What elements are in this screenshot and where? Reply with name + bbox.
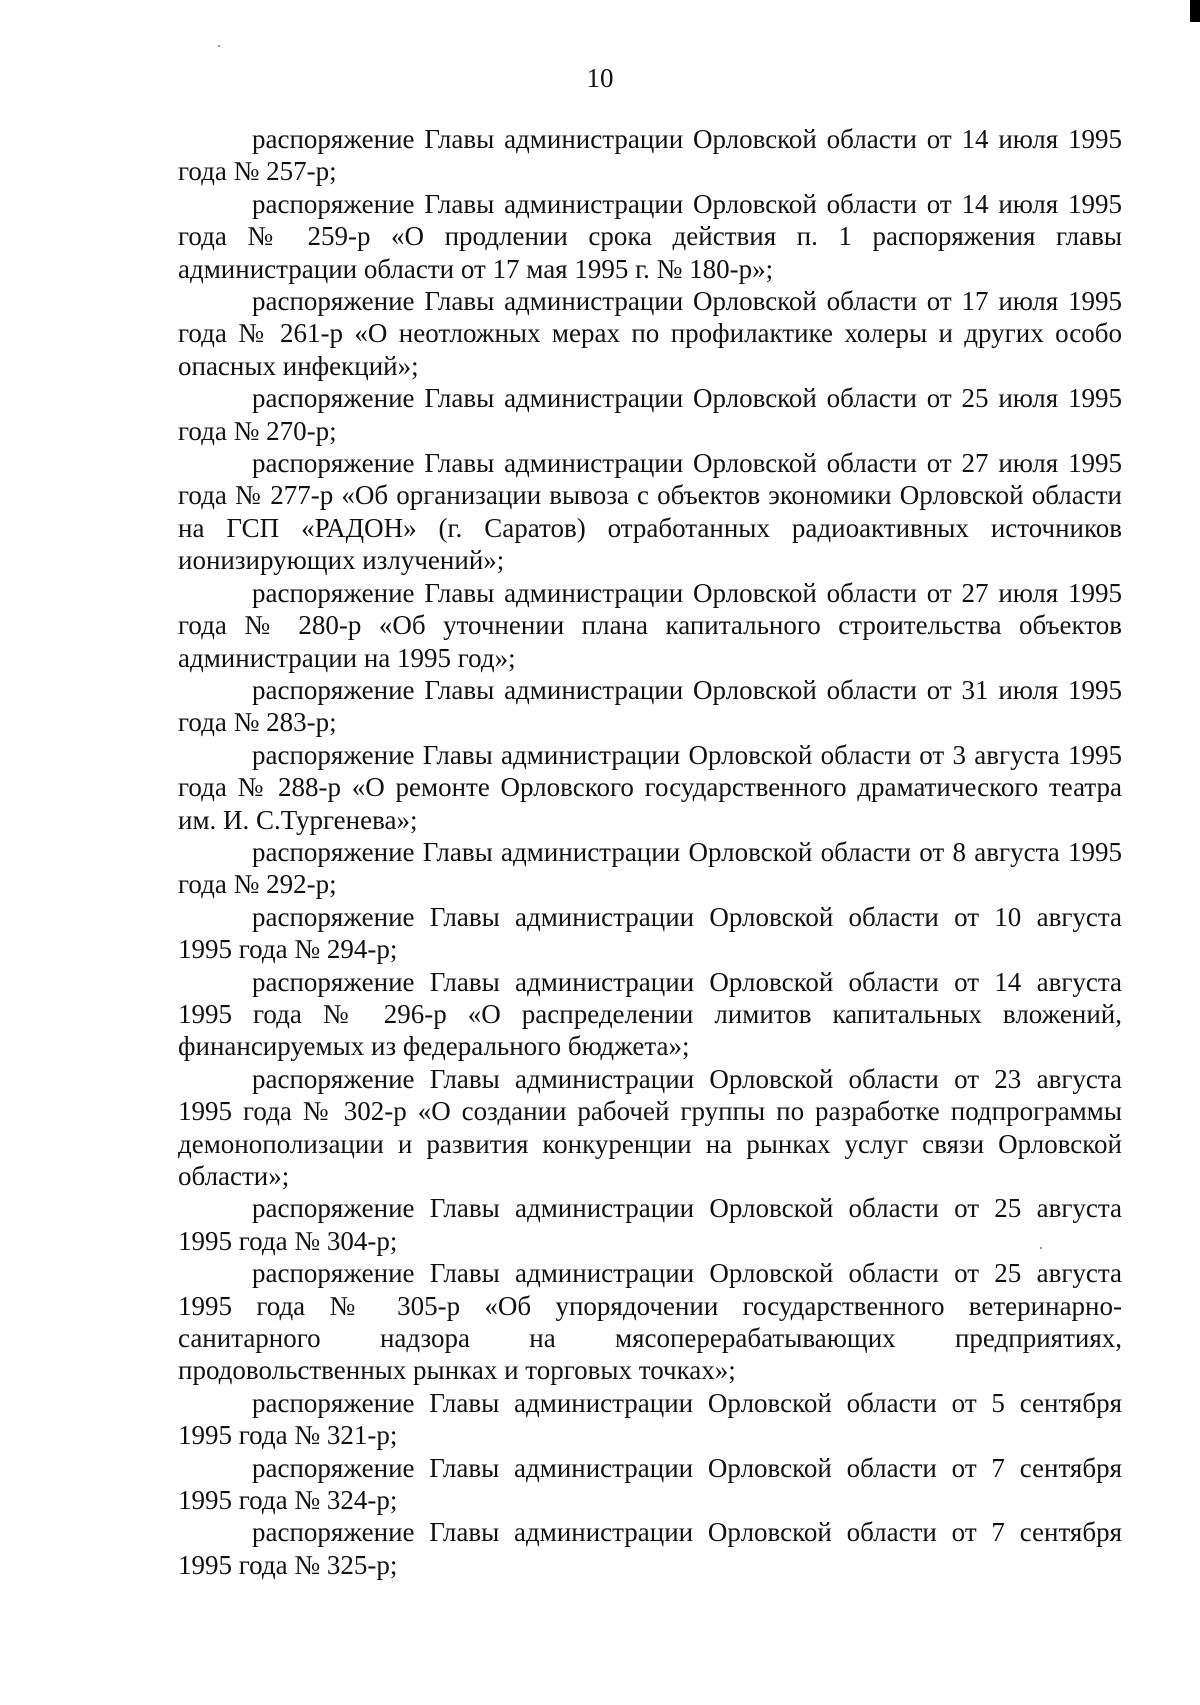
scan-corner-mark [1190, 0, 1200, 22]
document-paragraph: распоряжение Главы администрации Орловской области от 8 августа 1995 года № 292-р; [178, 836, 1122, 900]
document-paragraph: распоряжение Главы администрации Орловской области от 25 августа 1995 года № 304-р; [178, 1193, 1122, 1256]
document-paragraph: распоряжение Главы администрации Орловской области от 17 июля 1995 года № 261-р «О неотложных мерах по профилактике холеры и других особо опасных инфекций»; [178, 286, 1122, 381]
document-paragraph: распоряжение Главы администрации Орловской области от 5 сентября 1995 года № 321-р; [178, 1387, 1122, 1451]
document-paragraph: распоряжение Главы администрации Орловской области от 10 августа 1995 года № 294-р; [178, 901, 1122, 965]
document-paragraph: распоряжение Главы администрации Орловской области от 14 июля 1995 года № 259-р «О продлении срока действия п. 1 распоряжения главы администрации области от 17 мая 1995 г. № 180-р»; [178, 188, 1122, 284]
document-paragraph: распоряжение Главы администрации Орловской области от 27 июля 1995 года № 280-р «Об уточнении плана капитального строительства объектов администрации на 1995 год»; [178, 577, 1122, 673]
document-body [178, 123, 1122, 1581]
document-paragraph: распоряжение Главы администрации Орловской области от 7 сентября 1995 года № 325-р; [178, 1517, 1122, 1580]
document-paragraph: распоряжение Главы администрации Орловской области от 7 сентября 1995 года № 324-р; [178, 1452, 1122, 1516]
scan-speck [218, 45, 220, 47]
document-paragraph: распоряжение Главы администрации Орловской области от 25 июля 1995 года № 270-р; [178, 383, 1122, 446]
document-paragraph: распоряжение Главы администрации Орловской области от 31 июля 1995 года № 283-р; [178, 674, 1122, 738]
document-paragraph: распоряжение Главы администрации Орловской области от 14 августа 1995 года № 296-р «О распределении лимитов капитальных вложений, финансируемых из федерального бюджета»; [178, 966, 1122, 1062]
document-paragraph: распоряжение Главы администрации Орловской области от 25 августа 1995 года № 305-р «Об упорядочении государственного ветеринарно-санитарного надзора на мясоперерабатывающих предприятиях, продовольственных рынках и торговых точках»; [178, 1258, 1122, 1386]
document-paragraph: распоряжение Главы администрации Орловской области от 3 августа 1995 года № 288-р «О ремонте Орловского государственного драматического театра им. И. С.Тургенева»; [178, 739, 1122, 835]
page-number: 10 [586, 63, 614, 93]
document-paragraph: распоряжение Главы администрации Орловской области от 27 июля 1995 года № 277-р «Об организации вывоза с объектов экономики Орловской области на ГСП «РАДОН» (г. Саратов) отработанных радиоактивных источников ионизирующих излучений»; [178, 448, 1122, 576]
document-paragraph: распоряжение Главы администрации Орловской области от 14 июля 1995 года № 257-р; [178, 124, 1122, 187]
document-paragraph: распоряжение Главы администрации Орловской области от 23 августа 1995 года № 302-р «О создании рабочей группы по разработке подпрограммы демонополизации и развития конкуренции на рынках услуг связи Орловской области»; [178, 1063, 1122, 1191]
